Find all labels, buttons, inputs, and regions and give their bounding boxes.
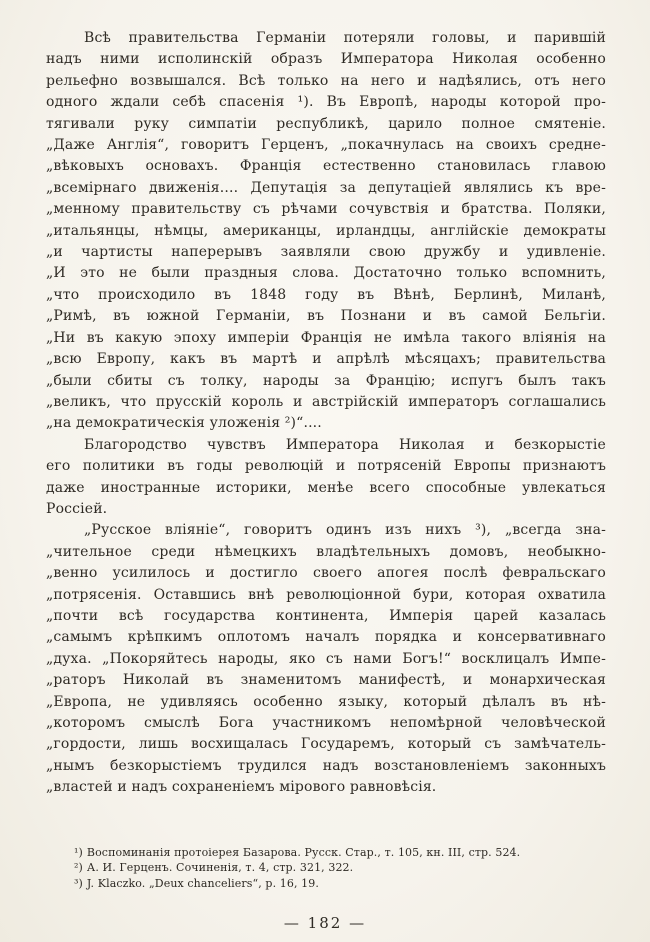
text-line: „чительное среди нѣмецкихъ владѣтельныхъ домовъ, необыкно- — [46, 543, 606, 560]
text-line: „Ни въ какую эпоху имперіи Франція не имѣла такого вліянія на — [46, 329, 606, 346]
text-line: „и чартисты наперерывъ заявляли свою дружбу и удивленіе. — [46, 244, 606, 261]
text-line: Всѣ правительства Германіи потеряли головы, и парившій — [84, 30, 606, 46]
text-line: „великъ, что прусскій король и австрійскій императоръ соглашались — [46, 393, 606, 410]
text-line: „самымъ крѣпкимъ оплотомъ началъ порядка и консервативнаго — [46, 629, 606, 646]
text-line: тягивали руку симпатіи республикѣ, царило полное смятеніе. — [46, 115, 606, 132]
text-line: „почти всѣ государства континента, Имперія царей казалась — [46, 607, 606, 624]
footnote-text: А. И. Герценъ. Сочиненія, т. 4, стр. 321, 322. — [86, 861, 354, 875]
text-line: „гордости, лишь восхищалась Государемъ, который съ замѣчатель- — [46, 736, 606, 753]
footnote-marker: ¹) — [74, 845, 83, 859]
text-line: „Русское вліяніе“, говоритъ одинъ изъ нихъ ³), „всегда зна- — [84, 522, 606, 539]
text-line: Россіей. — [46, 500, 108, 517]
footnote-text: J. Klaczko. „Deux chanceliers“, p. 16, 19. — [86, 876, 319, 890]
text-line: „всемірнаго движенія.... Депутація за депутаціей являлись къ вре- — [46, 179, 606, 196]
paragraph-1 — [46, 28, 606, 435]
text-line: „духа. „Покоряйтесь народы, яко съ нами Богъ!“ восклицалъ Импе- — [46, 650, 606, 667]
text-line: „раторъ Николай въ знаменитомъ манифестѣ, и монархическая — [46, 672, 606, 689]
text-line: „Даже Англія“, говоритъ Герценъ, „покачнулась на своихъ средне- — [46, 137, 606, 154]
text-line: „Римѣ, въ южной Германіи, въ Познани и въ самой Бельгіи. — [46, 308, 606, 325]
text-line: одного ждали себѣ спасенія ¹). Въ Европѣ, народы которой про- — [46, 94, 606, 111]
text-line: Благородство чувствъ Императора Николая и безкорыстіе — [84, 436, 606, 453]
text-line: „нымъ безкорыстіемъ трудился надъ возстановленіемъ законныхъ — [46, 757, 606, 774]
paragraph-2 — [46, 435, 606, 521]
text-line: „потрясенія. Оставшись внѣ революціонной бури, которая охватила — [46, 586, 606, 603]
page-text — [46, 28, 606, 799]
text-line: рельефно возвышался. Всѣ только на него и надѣялись, отъ него — [46, 72, 606, 89]
footnotes — [46, 845, 606, 892]
text-line: „всю Европу, какъ въ мартѣ и апрѣлѣ мѣсяцахъ; правительства — [46, 351, 606, 368]
text-line: его политики въ годы революцій и потрясеній Европы признаютъ — [46, 458, 606, 475]
footnote-marker: ²) — [74, 861, 83, 875]
text-line: „Европа, не удивляясь особенно языку, который дѣлалъ въ нѣ- — [46, 693, 606, 710]
text-line: „властей и надъ сохраненіемъ мірового равновѣсія. — [46, 779, 437, 796]
footnote — [74, 860, 606, 876]
text-line: „менному правительству съ рѣчами сочувствія и братства. Поляки, — [46, 201, 606, 218]
text-line: „которомъ смыслѣ Бога участникомъ непомѣрной человѣческой — [46, 715, 606, 731]
paragraph-3 — [46, 520, 606, 798]
text-line: даже иностранные историки, менѣе всего способные увлекаться — [46, 479, 606, 496]
text-line: „на демократическія уложенія ²)“.... — [46, 415, 322, 432]
footnote-marker: ³) — [74, 876, 83, 890]
text-line: „что происходило въ 1848 году въ Вѣнѣ, Берлинѣ, Миланѣ, — [46, 286, 606, 303]
text-line: „были сбиты съ толку, народы за Францію; испугъ былъ такъ — [46, 372, 606, 389]
footnote — [74, 845, 606, 861]
text-line: „итальянцы, нѣмцы, американцы, ирландцы, англійскіе демократы — [46, 222, 606, 239]
text-line: „И это не были праздныя слова. Достаточно только вспомнить, — [46, 265, 606, 282]
text-line: надъ ними исполинскій образъ Императора Николая особенно — [46, 51, 606, 68]
footnote-text: Воспоминанія протоіерея Базарова. Русск. Стар., т. 105, кн. III, стр. 524. — [86, 845, 521, 859]
text-line: „вѣковыхъ основахъ. Франція естественно становилась главою — [46, 158, 606, 175]
footnote — [74, 876, 606, 892]
text-line: „венно усилилось и достигло своего апогея послѣ февральскаго — [46, 565, 606, 582]
page-number: — 182 — — [283, 914, 367, 932]
